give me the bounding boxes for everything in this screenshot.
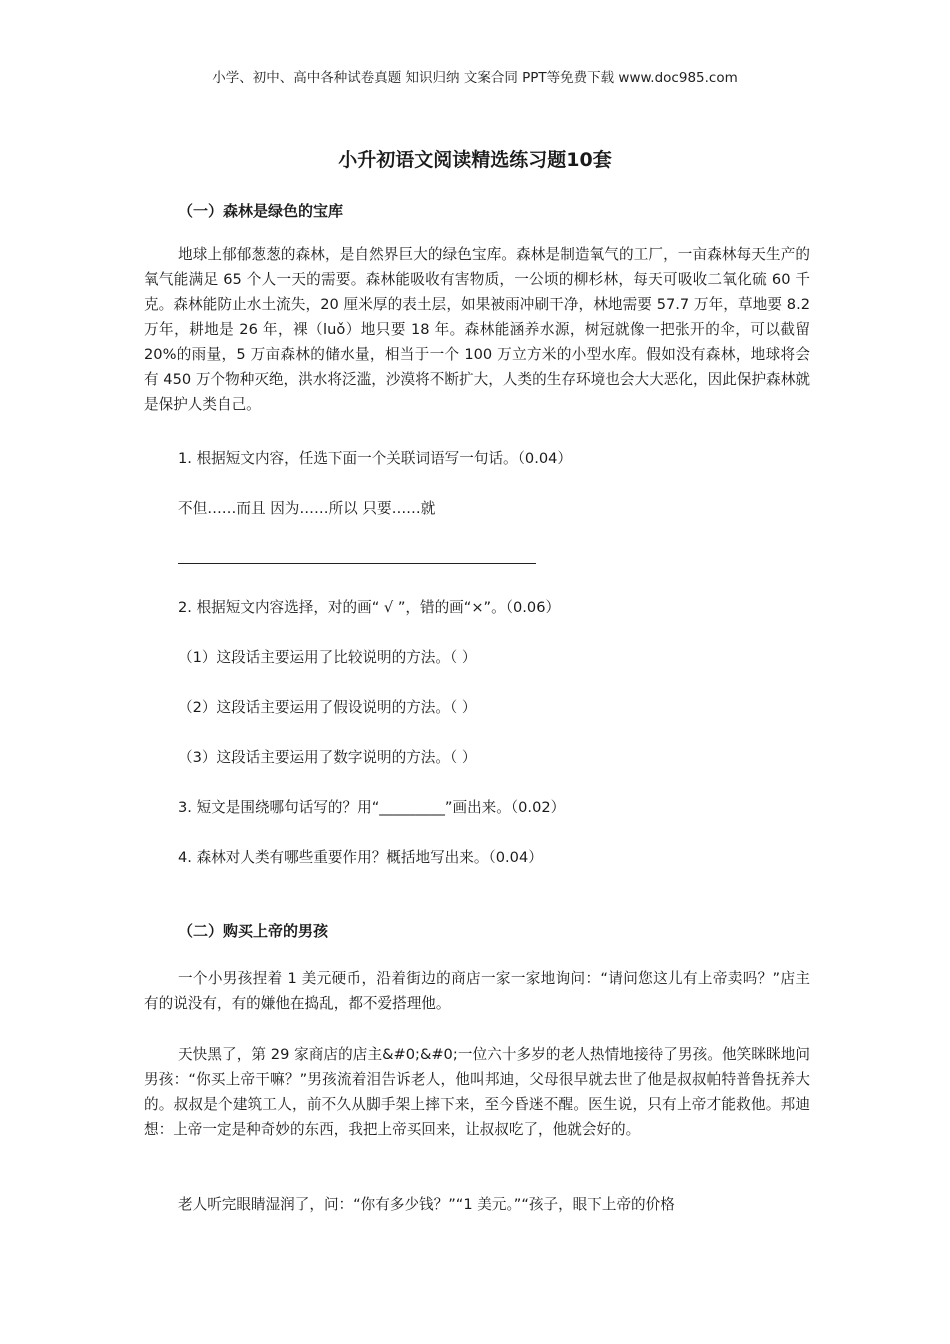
- answer-blank-line: [178, 563, 536, 564]
- question-2: 2. 根据短文内容选择，对的画“ √ ”，错的画“×”。（0.06）: [178, 599, 561, 616]
- question-2-item: （3）这段话主要运用了数字说明的方法。（ ）: [178, 749, 477, 766]
- page-header: 小学、初中、高中各种试卷真题 知识归纳 文案合同 PPT等免费下载 www.doc985.com: [212, 70, 738, 86]
- question-2-item: （1）这段话主要运用了比较说明的方法。（ ）: [178, 649, 477, 666]
- section-heading-2: （二）购买上帝的男孩: [178, 922, 329, 940]
- section1-paragraph: 地球上郁郁葱葱的森林，是自然界巨大的绿色宝库。森林是制造氧气的工厂，一亩森林每天生产的氧气能满足 65 个人一天的需要。森林能吸收有害物质，一公顷的柳杉林，每天可吸收二氧化硫 60 千克。森林能防止水土流失，20 厘米厚的表土层，如果被雨冲刷干净，林地需要 57.7 万年，草地要 8.2 万年，耕地是 26 年，裸（luǒ）地只要 18 年。森林能涵养水源，树冠就像一把张开的伞，可以截留 20%的雨量，5 万亩森林的储水量，相当于一个 100 万立方米的小型水库。假如没有森林，地球将会有 450 万个物种灭绝，洪水将泛滥，沙漠将不断扩大，人类的生存环境也会大大恶化，因此保护森林就是保护人类自己。: [144, 246, 810, 413]
- question-3: 3. 短文是围绕哪句话写的？用“_________”画出来。（0.02）: [178, 799, 566, 816]
- section2-paragraph-1: 一个小男孩捏着 1 美元硬币，沿着街边的商店一家一家地询问：“请问您这儿有上帝卖吗？”店主有的说没有，有的嫌他在捣乱，都不爱搭理他。: [144, 970, 810, 1012]
- section-heading-1: （一）森林是绿色的宝库: [178, 202, 344, 220]
- section2-paragraph-3: 老人听完眼睛湿润了，问：“你有多少钱？”“1 美元。”“孩子，眼下上帝的价格: [178, 1196, 675, 1213]
- document-title: 小升初语文阅读精选练习题10套: [338, 149, 612, 171]
- question-4: 4. 森林对人类有哪些重要作用？概括地写出来。（0.04）: [178, 849, 543, 866]
- section2-paragraph-2: 天快黑了，第 29 家商店的店主&#0;&#0;一位六十多岁的老人热情地接待了男孩。他笑眯眯地问男孩：“你买上帝干嘛？”男孩流着泪告诉老人，他叫邦迪，父母很早就去世了他是叔叔帕特普鲁抚养大的。叔叔是个建筑工人，前不久从脚手架上摔下来，至今昏迷不醒。医生说，只有上帝才能救他。邦迪想：上帝一定是种奇妙的东西，我把上帝买回来，让叔叔吃了，他就会好的。: [144, 1046, 810, 1138]
- question-1-options: 不但……而且 因为……所以 只要……就: [178, 500, 436, 517]
- question-1: 1. 根据短文内容，任选下面一个关联词语写一句话。（0.04）: [178, 450, 573, 467]
- question-2-item: （2）这段话主要运用了假设说明的方法。（ ）: [178, 699, 477, 716]
